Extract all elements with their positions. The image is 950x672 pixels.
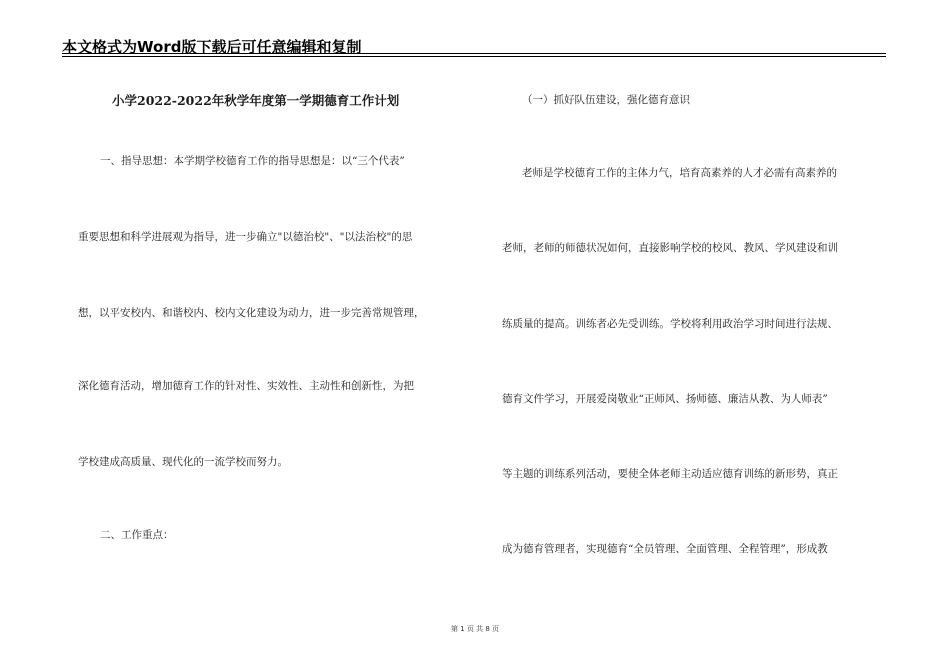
header-rule-top (62, 53, 886, 54)
paragraph-line: 等主题的训练系列活动，要使全体老师主动适应德育训练的新形势，真正 (502, 468, 838, 480)
page-number-footer: 第 1 页 共 8 页 (450, 625, 500, 633)
paragraph-line: 想，以平安校内、和谐校内、校内文化建设为动力，进一步完善常规管理， (78, 307, 425, 319)
paragraph-line: 德育文件学习，开展爱岗敬业“正师风、扬师德、廉洁从教、为人师表” (502, 393, 828, 405)
document-title: 小学2022-2022年秋学年度第一学期德育工作计划 (112, 93, 400, 108)
paragraph-line: 练质量的提高。训练者必先受训练。学校将利用政治学习时间进行法规、 (502, 318, 838, 330)
paragraph-line: 成为德育管理者，实现德育“全员管理、全面管理、全程管理”，形成教 (502, 543, 828, 555)
paragraph-line: 一、指导思想：本学期学校德育工作的指导思想是：以“三个代表” (100, 155, 405, 167)
section-heading: 二、工作重点： (100, 529, 174, 541)
header-rule-bottom (62, 56, 886, 57)
paragraph-line: 学校建成高质量、现代化的一流学校而努力。 (78, 456, 288, 468)
subsection-heading: （一）抓好队伍建设，强化德育意识 (522, 94, 690, 106)
paragraph-line: 深化德育活动，增加德育工作的针对性、实效性、主动性和创新性，为把 (78, 380, 414, 392)
paragraph-line: 老师是学校德育工作的主体力气，培育高素养的人才必需有高素养的 (522, 167, 837, 179)
paragraph-line: 重要思想和科学进展观为指导，进一步确立"以德治校"、"以法治校"的思 (78, 231, 413, 243)
paragraph-line: 老师，老师的师德状况如何，直接影响学校的校风、教风、学风建设和训 (502, 242, 838, 254)
document-header-banner: 本文格式为Word版下载后可任意编辑和复制 (62, 38, 362, 56)
